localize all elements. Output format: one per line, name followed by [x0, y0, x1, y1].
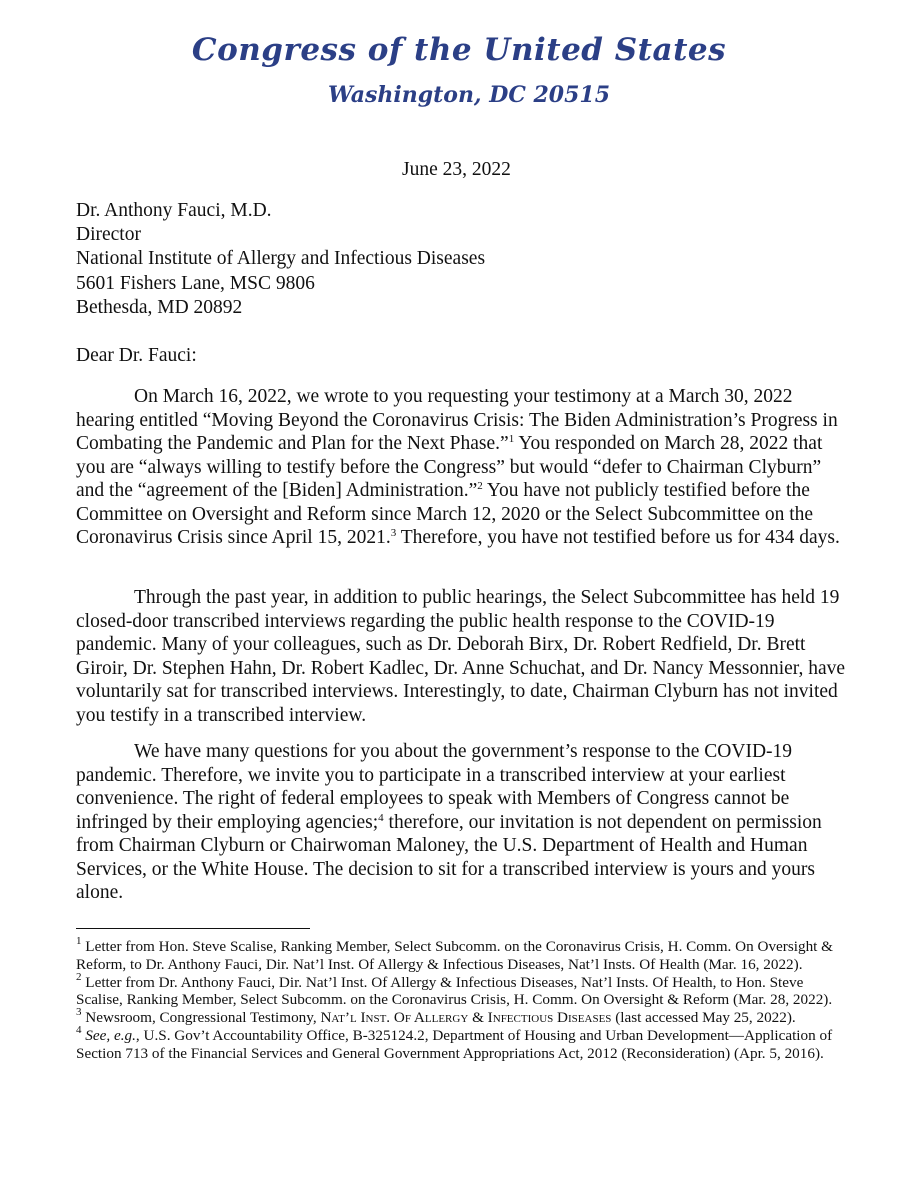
footnote-number: 4 — [76, 1023, 82, 1036]
recipient-organization: National Institute of Allergy and Infectious Diseases — [76, 248, 486, 270]
footnote-number: 1 — [76, 935, 82, 947]
body-paragraph-3 — [76, 740, 846, 905]
footnote-ref-4: 4 — [378, 811, 384, 824]
footnote-text: (last accessed May 25, 2022). — [611, 1009, 796, 1027]
letter-date: June 23, 2022 — [402, 159, 511, 180]
paragraph-1-text-c: You have not publicly testified before the Committee on Oversight and Reform since March 12, 2020 or the Select Subcommittee on the Coronavirus Crisis since April 15, 2021. — [76, 480, 814, 548]
paragraph-3-text-b: therefore, our invitation is not dependent on permission from Chairman Clyburn or Chairwoman Maloney, the U.S. Department of Health and Human Services, or the White House. The decision to sit for a transcribed interview is yours and yours alone. — [76, 811, 822, 903]
paragraph-1-text-d: Therefore, you have not testified before us for 434 days. — [396, 527, 840, 548]
footnotes — [76, 935, 836, 1063]
paragraph-1-text-b: You responded on March 28, 2022 that you are “always willing to testify before the Congress” but would “defer to Chairman Clyburn” and the “agreement of the [Biden] Administration.” — [76, 433, 823, 501]
footnote-ref-1: 1 — [508, 433, 515, 445]
body-paragraph-1 — [76, 385, 846, 550]
footnote-ref-2: 2 — [477, 480, 483, 492]
footnote-3 — [76, 1006, 836, 1027]
recipient-title: Director — [76, 224, 141, 246]
footnote-4 — [76, 1023, 836, 1063]
recipient-address — [76, 199, 485, 320]
footnote-ref-3: 3 — [390, 527, 397, 539]
salutation: Dear Dr. Fauci: — [76, 345, 197, 366]
paragraph-1-text-a: On March 16, 2022, we wrote to you requesting your testimony at a March 30, 2022 hearing entitled “Moving Beyond the Coronavirus Crisis: The Biden Administration’s Progress in Combating the Pandemic and Plan for the Next Phase.” — [76, 386, 838, 454]
footnote-text: Newsroom, Congressional Testimony, — [81, 1009, 321, 1027]
letterhead-title: Congress of the United States — [191, 32, 727, 68]
footnote-divider — [76, 928, 310, 929]
footnote-1 — [76, 935, 836, 974]
recipient-name: Dr. Anthony Fauci, M.D. — [76, 200, 272, 221]
footnote-2 — [76, 970, 836, 1010]
footnote-source: Nat’l Inst. Of Allergy & Infectious Diseases — [320, 1009, 612, 1027]
recipient-city: Bethesda, MD 20892 — [76, 296, 243, 318]
paragraph-3-text-a: We have many questions for you about the government’s response to the COVID-19 pandemic. Therefore, we invite you to participate in a transcribed interview at your earliest convenience. The right of federal employees to speak with Members of Congress cannot be infringed by their employing agencies; — [76, 741, 793, 833]
footnote-signal: See, e.g. — [85, 1026, 136, 1044]
body-paragraph-2 — [76, 586, 846, 727]
footnote-number: 2 — [76, 970, 82, 983]
footnote-text: , U.S. Gov’t Accountability Office, B-325124.2, Department of Housing and Urban Development—Application of Section 713 of the Financial Services and General Government Appropriations Act, 2012 (Reconsideration) (Apr. 5, 2016). — [76, 1026, 833, 1062]
paragraph-2-text: Through the past year, in addition to public hearings, the Select Subcommittee has held 19 closed-door transcribed interviews regarding the public health response to the COVID-19 pandemic. Many of your colleagues, such as Dr. Deborah Birx, Dr. Robert Redfield, Dr. Brett Giroir, Dr. Stephen Hahn, Dr. Robert Kadlec, Dr. Anne Schuchat, and Dr. Nancy Messonnier, have voluntarily sat for transcribed interviews. Interestingly, to date, Chairman Clyburn has not invited you testify in a transcribed interview. — [76, 587, 846, 726]
letterhead-subtitle: Washington, DC 20515 — [327, 82, 611, 108]
footnote-text: Letter from Dr. Anthony Fauci, Dir. Nat’l Inst. Of Allergy & Infectious Diseases, Nat’l Insts. Of Health, to Hon. Steve Scalise, Ranking Member, Select Subcomm. on the Coronavirus Crisis, H. Comm. On Oversight & Reform (Mar. 28, 2022). — [76, 973, 833, 1009]
footnote-number: 3 — [76, 1006, 82, 1019]
recipient-street: 5601 Fishers Lane, MSC 9806 — [76, 272, 315, 294]
footnote-text: Letter from Hon. Steve Scalise, Ranking Member, Select Subcomm. on the Coronavirus Crisis, H. Comm. On Oversight & Reform, to Dr. Anthony Fauci, Dir. Nat’l Inst. Of Allergy & Infectious Diseases, Nat’l Insts. Of Health (Mar. 16, 2022). — [76, 938, 833, 973]
